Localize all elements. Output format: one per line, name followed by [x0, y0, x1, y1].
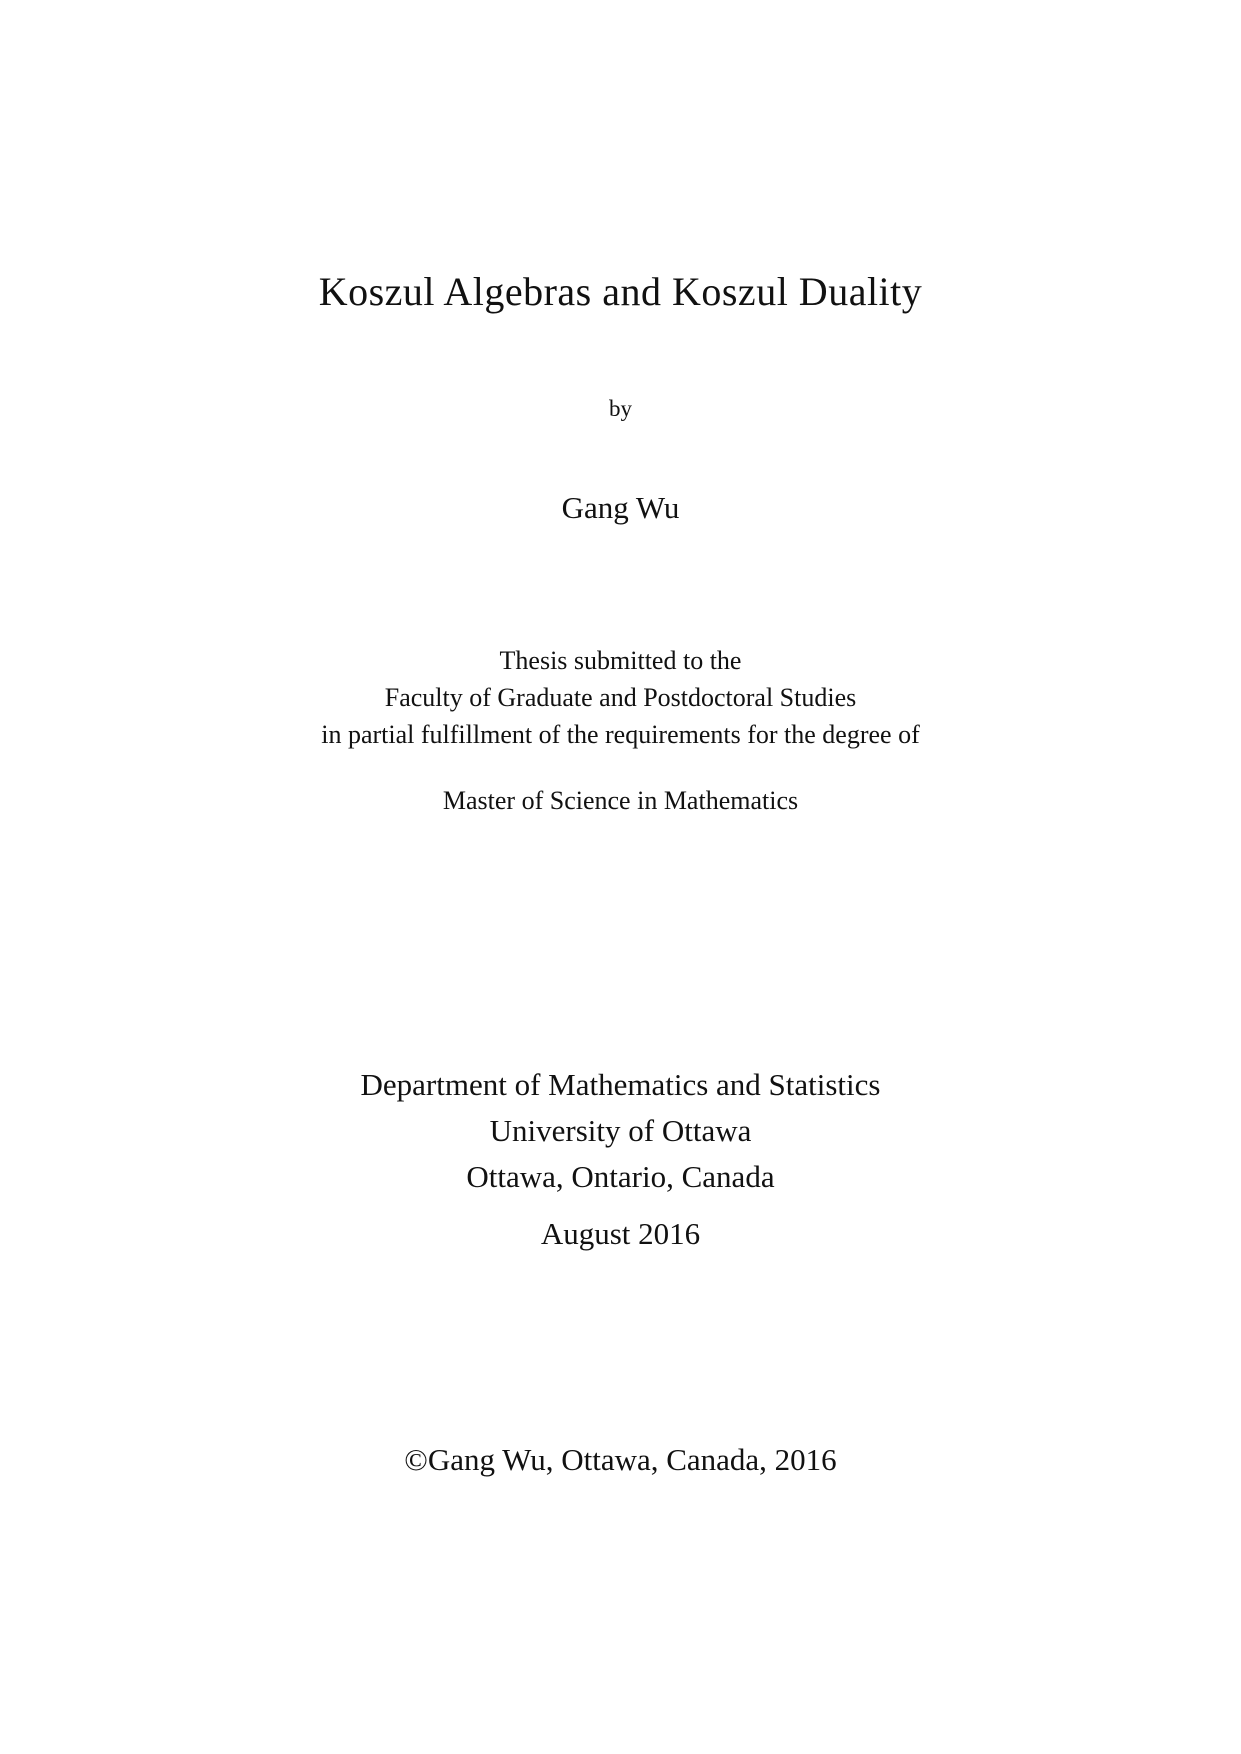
byline: by [609, 396, 632, 421]
submission-line-1: Thesis submitted to the [499, 646, 742, 675]
affiliation-block [0, 1062, 1241, 1200]
affiliation-department: Department of Mathematics and Statistics [360, 1067, 881, 1102]
copyright-notice: ©Gang Wu, Ottawa, Canada, 2016 [404, 1442, 837, 1477]
submission-line-3: in partial fulfillment of the requirements for the degree of [321, 720, 920, 749]
affiliation-location: Ottawa, Ontario, Canada [466, 1159, 775, 1194]
thesis-title: Koszul Algebras and Koszul Duality [318, 269, 923, 314]
degree-name: Master of Science in Mathematics [442, 786, 799, 815]
submission-line-2: Faculty of Graduate and Postdoctoral Studies [384, 683, 857, 712]
author-name: Gang Wu [561, 490, 680, 525]
submission-statement [0, 642, 1241, 753]
publication-date: August 2016 [540, 1216, 701, 1251]
affiliation-university: University of Ottawa [489, 1113, 752, 1148]
